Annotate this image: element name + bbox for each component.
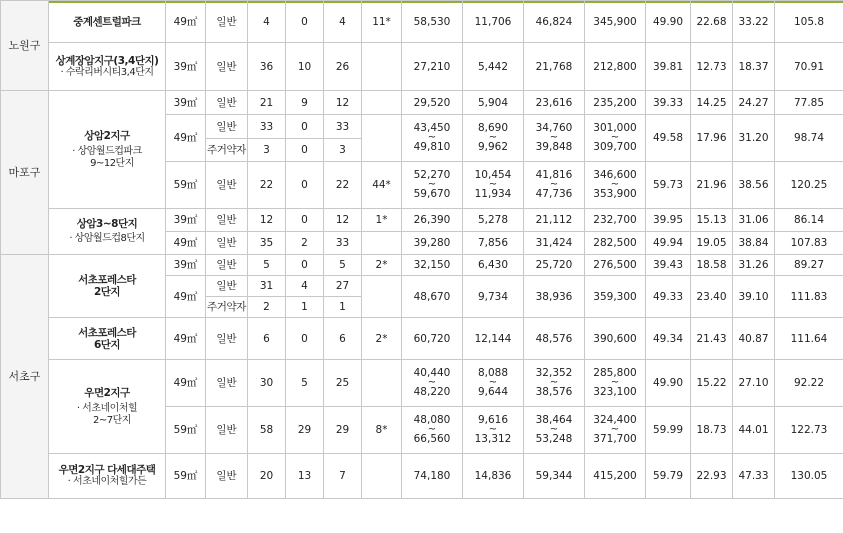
complex-sub: · 상암월드컵8단지 [69, 233, 145, 244]
area-value-cell: 24.27 [733, 91, 775, 115]
range-max: 39,848 [535, 141, 573, 153]
area-value-cell: 39.10 [733, 276, 775, 318]
range-min: 10,454 [474, 169, 512, 181]
value-cell: 212,800 [585, 43, 646, 91]
total-cell: 5 [248, 255, 286, 276]
count-cell: 29 [286, 407, 324, 454]
area-value-cell: 49.34 [646, 318, 691, 360]
total-cell: 2 [248, 297, 286, 318]
value-cell: 38,936 [524, 276, 585, 318]
value-range-cell [524, 162, 585, 209]
area-value-cell: 120.25 [775, 162, 843, 209]
note-cell: 1* [362, 209, 402, 232]
value-cell: 12,144 [463, 318, 524, 360]
value-range-cell [463, 115, 524, 162]
table-row [1, 454, 843, 499]
value-cell: 48,670 [402, 276, 463, 318]
area-value-cell: 19.05 [691, 232, 733, 255]
area-value-cell: 17.96 [691, 115, 733, 162]
complex-name: 우면2지구 다세대주택 [58, 464, 156, 476]
range-tilde: ~ [488, 132, 498, 143]
type-cell: 일반 [206, 232, 248, 255]
count-cell: 29 [324, 407, 362, 454]
count-cell: 1 [286, 297, 324, 318]
total-cell: 36 [248, 43, 286, 91]
range-tilde: ~ [610, 377, 620, 388]
note-cell: 11* [362, 1, 402, 43]
complex-cell [49, 1, 166, 43]
value-cell: 74,180 [402, 454, 463, 499]
district-cell: 노원구 [1, 1, 49, 91]
complex-name: 상계장암지구(3,4단지) [55, 54, 159, 67]
count-cell: 1 [324, 297, 362, 318]
range-tilde: ~ [610, 179, 620, 190]
range-max: 9,962 [477, 141, 509, 153]
area-cell: 39㎡ [166, 255, 206, 276]
value-range-cell [524, 407, 585, 454]
value-range-cell [463, 162, 524, 209]
area-value-cell: 39.33 [646, 91, 691, 115]
total-cell: 3 [248, 139, 286, 162]
table-row [1, 1, 843, 43]
range-min: 32,352 [535, 367, 573, 379]
complex-name: 2단지 [93, 286, 121, 298]
range-max: 323,100 [593, 386, 637, 398]
area-value-cell: 107.83 [775, 232, 843, 255]
value-cell: 14,836 [463, 454, 524, 499]
count-cell: 4 [324, 1, 362, 43]
range-tilde: ~ [610, 424, 620, 435]
count-cell: 12 [324, 91, 362, 115]
complex-cell [49, 360, 166, 454]
count-cell: 0 [286, 139, 324, 162]
note-cell: 8* [362, 407, 402, 454]
range-tilde: ~ [549, 132, 559, 143]
area-value-cell: 31.26 [733, 255, 775, 276]
range-min: 48,080 [413, 414, 451, 426]
area-value-cell: 49.94 [646, 232, 691, 255]
area-value-cell: 31.06 [733, 209, 775, 232]
range-max: 66,560 [413, 433, 451, 445]
value-cell: 5,442 [463, 43, 524, 91]
type-cell: 일반 [206, 407, 248, 454]
total-cell: 30 [248, 360, 286, 407]
value-cell: 7,856 [463, 232, 524, 255]
count-cell: 25 [324, 360, 362, 407]
range-min: 324,400 [593, 414, 637, 426]
count-cell: 7 [324, 454, 362, 499]
table-row [1, 318, 843, 360]
count-cell: 5 [324, 255, 362, 276]
type-cell: 일반 [206, 255, 248, 276]
count-cell: 22 [324, 162, 362, 209]
count-cell: 4 [286, 276, 324, 297]
value-range-cell [402, 407, 463, 454]
complex-sub: · 상암월드컵파크 [72, 145, 142, 157]
value-range-cell [402, 360, 463, 407]
area-cell: 49㎡ [166, 1, 206, 43]
area-value-cell: 49.33 [646, 276, 691, 318]
value-cell: 46,824 [524, 1, 585, 43]
type-cell: 일반 [206, 43, 248, 91]
range-tilde: ~ [427, 377, 437, 388]
table-row [1, 255, 843, 276]
range-min: 41,816 [535, 169, 573, 181]
area-value-cell: 39.95 [646, 209, 691, 232]
range-max: 371,700 [593, 433, 637, 445]
complex-name: 우면2지구 [84, 386, 130, 399]
value-range-cell [524, 115, 585, 162]
area-value-cell: 40.87 [733, 318, 775, 360]
area-value-cell: 47.33 [733, 454, 775, 499]
type-cell: 일반 [206, 115, 248, 139]
note-cell: 44* [362, 162, 402, 209]
value-cell: 359,300 [585, 276, 646, 318]
count-cell: 9 [286, 91, 324, 115]
area-value-cell: 14.25 [691, 91, 733, 115]
range-max: 38,576 [535, 386, 573, 398]
value-range-cell [402, 115, 463, 162]
value-cell: 390,600 [585, 318, 646, 360]
area-value-cell: 18.37 [733, 43, 775, 91]
count-cell: 0 [286, 318, 324, 360]
area-cell: 59㎡ [166, 162, 206, 209]
range-tilde: ~ [488, 377, 498, 388]
value-cell: 39,280 [402, 232, 463, 255]
area-value-cell: 39.81 [646, 43, 691, 91]
area-value-cell: 22.93 [691, 454, 733, 499]
value-cell: 23,616 [524, 91, 585, 115]
table-row [1, 209, 843, 232]
area-cell: 39㎡ [166, 43, 206, 91]
value-cell: 29,520 [402, 91, 463, 115]
value-cell: 31,424 [524, 232, 585, 255]
range-max: 59,670 [413, 188, 451, 200]
value-range-cell [524, 360, 585, 407]
range-tilde: ~ [488, 424, 498, 435]
value-cell: 232,700 [585, 209, 646, 232]
range-min: 34,760 [535, 122, 573, 134]
type-cell: 일반 [206, 91, 248, 115]
type-cell: 일반 [206, 162, 248, 209]
area-value-cell: 15.13 [691, 209, 733, 232]
complex-name: 상암2지구 [84, 129, 130, 142]
area-value-cell: 18.73 [691, 407, 733, 454]
area-value-cell: 23.40 [691, 276, 733, 318]
table-row [1, 43, 843, 91]
range-tilde: ~ [427, 179, 437, 190]
range-max: 11,934 [474, 188, 512, 200]
complex-cell [49, 255, 166, 318]
complex-cell [49, 209, 166, 255]
range-min: 52,270 [413, 169, 451, 181]
count-cell: 0 [286, 209, 324, 232]
range-max: 9,644 [477, 386, 509, 398]
count-cell: 10 [286, 43, 324, 91]
range-min: 43,450 [413, 122, 451, 134]
value-cell: 276,500 [585, 255, 646, 276]
note-cell [362, 232, 402, 255]
range-tilde: ~ [427, 424, 437, 435]
area-value-cell: 59.79 [646, 454, 691, 499]
complex-name: 중계센트럴파크 [73, 15, 141, 28]
complex-cell [49, 91, 166, 209]
area-cell: 59㎡ [166, 454, 206, 499]
count-cell: 12 [324, 209, 362, 232]
area-value-cell: 15.22 [691, 360, 733, 407]
count-cell: 0 [286, 255, 324, 276]
range-tilde: ~ [427, 132, 437, 143]
complex-sub: · 서초네이처힐 [76, 402, 138, 414]
range-max: 49,810 [413, 141, 451, 153]
complex-cell [49, 454, 166, 499]
area-value-cell: 111.64 [775, 318, 843, 360]
complex-name: 6단지 [93, 338, 121, 351]
type-cell: 일반 [206, 276, 248, 297]
area-value-cell: 21.96 [691, 162, 733, 209]
range-max: 353,900 [593, 188, 637, 200]
area-value-cell: 92.22 [775, 360, 843, 407]
area-value-cell: 33.22 [733, 1, 775, 43]
range-tilde: ~ [549, 377, 559, 388]
area-value-cell: 49.90 [646, 1, 691, 43]
count-cell: 2 [286, 232, 324, 255]
value-cell: 282,500 [585, 232, 646, 255]
type-cell: 일반 [206, 454, 248, 499]
range-min: 38,464 [535, 414, 573, 426]
complex-name: 서초포레스타 [78, 326, 136, 339]
area-value-cell: 77.85 [775, 91, 843, 115]
range-min: 40,440 [413, 367, 451, 379]
note-cell [362, 276, 402, 318]
area-value-cell: 70.91 [775, 43, 843, 91]
area-cell: 49㎡ [166, 232, 206, 255]
value-range-cell [585, 407, 646, 454]
note-cell [362, 91, 402, 115]
note-cell [362, 454, 402, 499]
area-cell: 59㎡ [166, 407, 206, 454]
area-value-cell: 49.90 [646, 360, 691, 407]
complex-sub: 9~12단지 [90, 157, 134, 169]
note-cell [362, 43, 402, 91]
value-range-cell [463, 407, 524, 454]
area-value-cell: 98.74 [775, 115, 843, 162]
value-cell: 345,900 [585, 1, 646, 43]
total-cell: 12 [248, 209, 286, 232]
table-row [1, 91, 843, 115]
count-cell: 26 [324, 43, 362, 91]
range-tilde: ~ [610, 132, 620, 143]
value-cell: 21,768 [524, 43, 585, 91]
type-cell: 일반 [206, 360, 248, 407]
total-cell: 6 [248, 318, 286, 360]
range-max: 48,220 [413, 386, 451, 398]
area-cell: 49㎡ [166, 318, 206, 360]
type-cell: 일반 [206, 318, 248, 360]
value-cell: 60,720 [402, 318, 463, 360]
total-cell: 21 [248, 91, 286, 115]
total-cell: 4 [248, 1, 286, 43]
area-value-cell: 22.68 [691, 1, 733, 43]
complex-sub: · 서초네이처힐가든 [67, 476, 147, 487]
count-cell: 0 [286, 1, 324, 43]
area-cell: 49㎡ [166, 360, 206, 407]
value-cell: 27,210 [402, 43, 463, 91]
value-range-cell [585, 115, 646, 162]
total-cell: 58 [248, 407, 286, 454]
area-value-cell: 38.56 [733, 162, 775, 209]
value-cell: 6,430 [463, 255, 524, 276]
value-range-cell [585, 360, 646, 407]
count-cell: 27 [324, 276, 362, 297]
area-value-cell: 111.83 [775, 276, 843, 318]
count-cell: 5 [286, 360, 324, 407]
type-cell: 주거약자 [206, 139, 248, 162]
area-cell: 39㎡ [166, 91, 206, 115]
count-cell: 0 [286, 162, 324, 209]
area-value-cell: 39.43 [646, 255, 691, 276]
area-value-cell: 12.73 [691, 43, 733, 91]
value-range-cell [463, 360, 524, 407]
value-cell: 26,390 [402, 209, 463, 232]
area-value-cell: 86.14 [775, 209, 843, 232]
area-cell: 49㎡ [166, 276, 206, 318]
range-max: 53,248 [535, 433, 573, 445]
area-value-cell: 38.84 [733, 232, 775, 255]
area-value-cell: 49.58 [646, 115, 691, 162]
area-value-cell: 59.73 [646, 162, 691, 209]
area-value-cell: 105.8 [775, 1, 843, 43]
range-max: 47,736 [535, 188, 573, 200]
value-cell: 5,904 [463, 91, 524, 115]
area-cell: 49㎡ [166, 115, 206, 162]
count-cell: 3 [324, 139, 362, 162]
area-value-cell: 27.10 [733, 360, 775, 407]
count-cell: 0 [286, 115, 324, 139]
value-range-cell [402, 162, 463, 209]
area-value-cell: 31.20 [733, 115, 775, 162]
range-tilde: ~ [549, 179, 559, 190]
value-cell: 32,150 [402, 255, 463, 276]
value-cell: 415,200 [585, 454, 646, 499]
count-cell: 33 [324, 232, 362, 255]
note-cell: 2* [362, 255, 402, 276]
area-value-cell: 122.73 [775, 407, 843, 454]
area-value-cell: 130.05 [775, 454, 843, 499]
range-tilde: ~ [488, 179, 498, 190]
complex-cell [49, 43, 166, 91]
range-max: 13,312 [474, 433, 512, 445]
value-cell: 25,720 [524, 255, 585, 276]
complex-name: 상암3~8단지 [76, 218, 138, 230]
area-value-cell: 44.01 [733, 407, 775, 454]
total-cell: 33 [248, 115, 286, 139]
count-cell: 33 [324, 115, 362, 139]
value-cell: 9,734 [463, 276, 524, 318]
value-range-cell [585, 162, 646, 209]
value-cell: 21,112 [524, 209, 585, 232]
complex-sub: 2~7단지 [93, 414, 131, 426]
range-min: 285,800 [593, 367, 637, 379]
value-cell: 11,706 [463, 1, 524, 43]
district-cell: 마포구 [1, 91, 49, 255]
note-cell [362, 115, 402, 162]
complex-sub: · 수락리버시티3,4단지 [60, 66, 154, 78]
range-min: 8,088 [477, 367, 509, 379]
value-cell: 5,278 [463, 209, 524, 232]
complex-cell [49, 318, 166, 360]
total-cell: 22 [248, 162, 286, 209]
complex-name: 서초포레스타 [78, 274, 136, 286]
district-cell: 서초구 [1, 255, 49, 499]
range-min: 346,600 [593, 169, 637, 181]
area-value-cell: 21.43 [691, 318, 733, 360]
value-cell: 48,576 [524, 318, 585, 360]
total-cell: 20 [248, 454, 286, 499]
range-min: 8,690 [477, 122, 509, 134]
type-cell: 주거약자 [206, 297, 248, 318]
range-min: 9,616 [477, 414, 509, 426]
note-cell: 2* [362, 318, 402, 360]
range-min: 301,000 [593, 122, 637, 134]
area-value-cell: 18.58 [691, 255, 733, 276]
note-cell [362, 360, 402, 407]
value-cell: 58,530 [402, 1, 463, 43]
total-cell: 31 [248, 276, 286, 297]
type-cell: 일반 [206, 209, 248, 232]
area-cell: 39㎡ [166, 209, 206, 232]
area-value-cell: 59.99 [646, 407, 691, 454]
range-max: 309,700 [593, 141, 637, 153]
value-cell: 59,344 [524, 454, 585, 499]
value-cell: 235,200 [585, 91, 646, 115]
range-tilde: ~ [549, 424, 559, 435]
count-cell: 13 [286, 454, 324, 499]
type-cell: 일반 [206, 1, 248, 43]
area-value-cell: 89.27 [775, 255, 843, 276]
total-cell: 35 [248, 232, 286, 255]
count-cell: 6 [324, 318, 362, 360]
table-row [1, 360, 843, 407]
